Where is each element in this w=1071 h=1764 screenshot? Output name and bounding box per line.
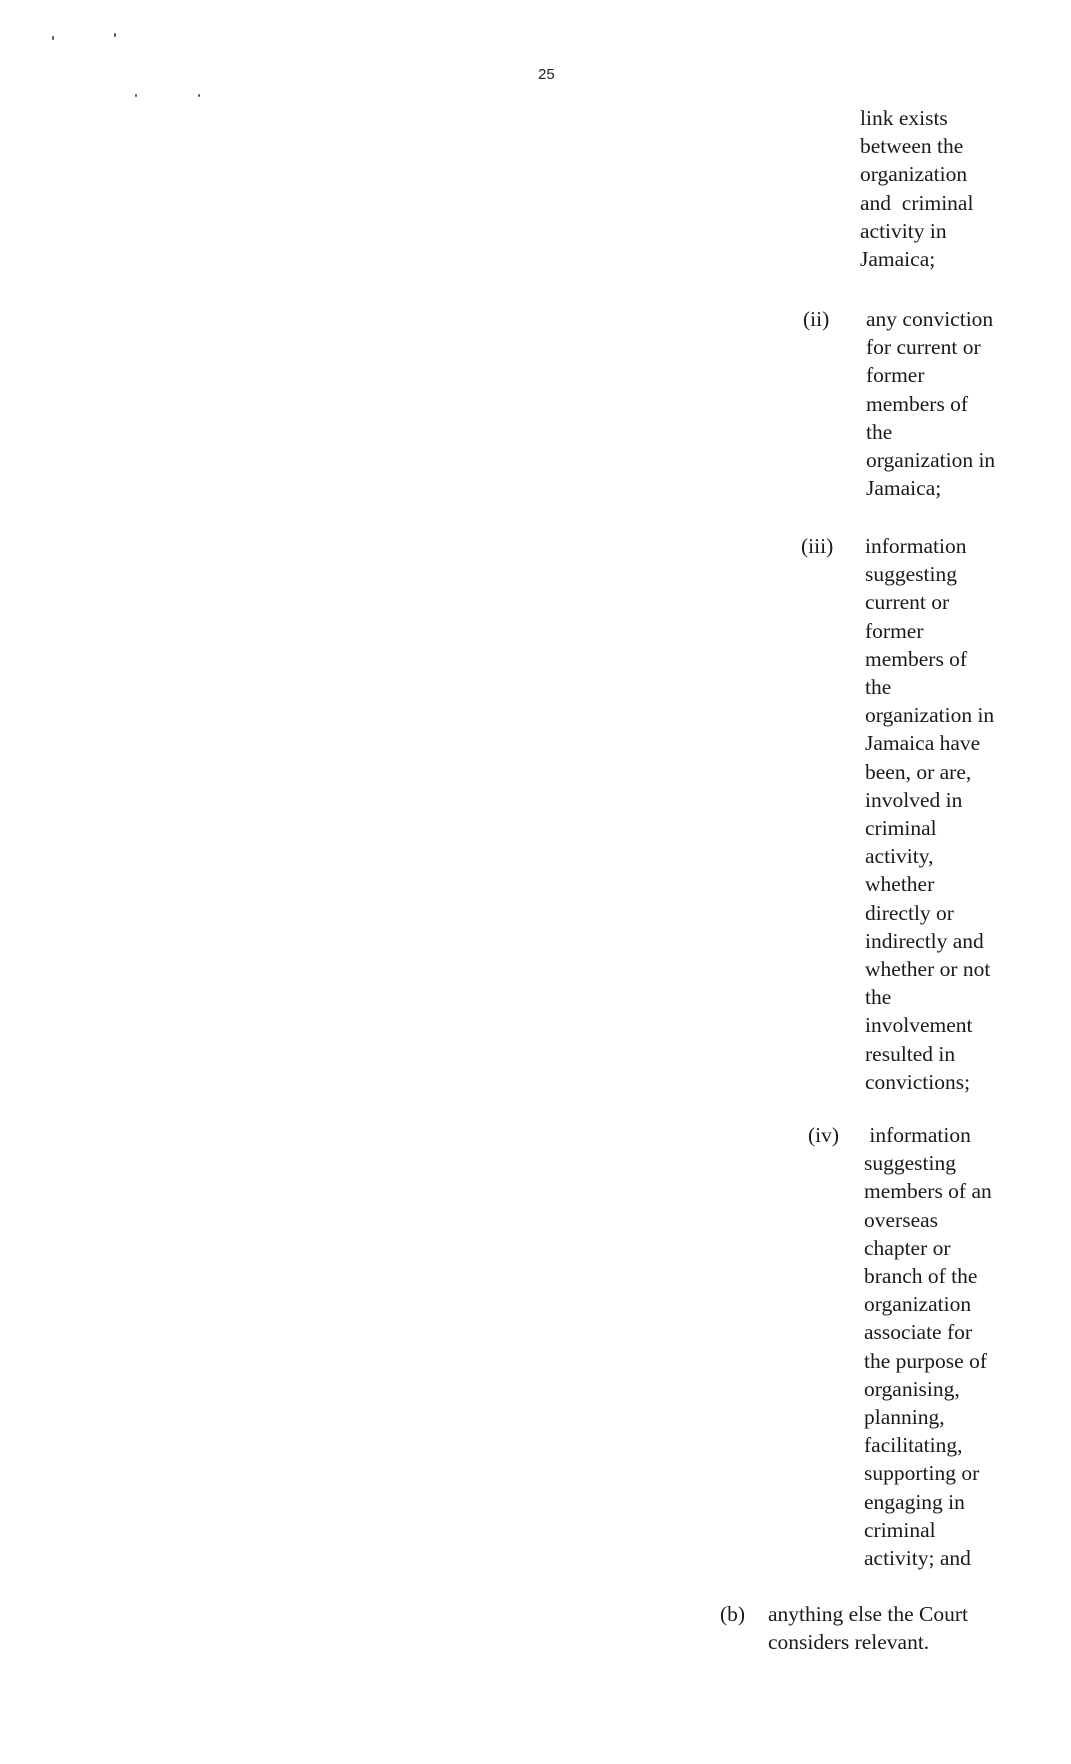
- text-line: the: [865, 985, 892, 1010]
- item-marker-iii: (iii): [801, 534, 834, 558]
- text-line: involvement: [865, 1013, 973, 1038]
- text-line: organising,: [864, 1376, 960, 1401]
- page-number: 25: [538, 66, 555, 83]
- text-line: and criminal: [860, 190, 974, 215]
- text-line: between the: [860, 134, 964, 159]
- text-line: criminal: [864, 1517, 936, 1542]
- text-line: facilitating,: [864, 1433, 963, 1458]
- text-line: criminal: [865, 816, 937, 841]
- text-line: information: [864, 1123, 971, 1147]
- text-line: suggesting: [864, 1151, 956, 1176]
- text-line: been, or are,: [865, 759, 972, 784]
- scan-speck: [198, 94, 200, 97]
- text-line: any conviction: [866, 307, 994, 331]
- text-line: organization in: [865, 703, 995, 728]
- text-line: the purpose of: [864, 1348, 987, 1373]
- text-line: activity,: [865, 844, 934, 869]
- text-line: activity; and: [864, 1546, 971, 1571]
- text-line: associate for: [864, 1320, 973, 1345]
- item-marker-iv: (iv): [808, 1123, 840, 1147]
- text-line: involved in: [865, 787, 963, 812]
- text-line: planning,: [864, 1405, 945, 1430]
- item-ii-text: [866, 305, 995, 502]
- text-line: the: [866, 419, 893, 444]
- scan-speck: [135, 94, 137, 97]
- item-iii-text: [865, 532, 994, 1096]
- paragraph-marker-b: (b): [720, 1602, 746, 1626]
- text-line: members of: [865, 646, 968, 671]
- text-line: activity in: [860, 218, 947, 243]
- text-line: anything else the Court: [768, 1602, 969, 1626]
- item-marker-ii: (ii): [803, 307, 830, 331]
- text-line: members of an: [864, 1179, 992, 1204]
- text-line: current or: [865, 590, 950, 615]
- text-line: Jamaica;: [860, 247, 936, 272]
- text-line: overseas: [864, 1207, 939, 1232]
- text-line: for current or: [866, 335, 981, 360]
- scan-speck: [114, 33, 116, 37]
- text-line: organization: [860, 162, 968, 187]
- text-line: whether: [865, 872, 935, 897]
- text-line: chapter or: [864, 1235, 951, 1260]
- text-line: former: [865, 618, 924, 643]
- text-line: suggesting: [865, 562, 957, 587]
- text-line: directly or: [865, 900, 954, 925]
- text-line: whether or not: [865, 957, 991, 982]
- text-line: the: [865, 675, 892, 700]
- continuation-text: [860, 104, 973, 273]
- scan-speck: [52, 36, 54, 40]
- item-iv-text: [864, 1121, 992, 1572]
- paragraph-b-text: [768, 1600, 968, 1656]
- text-line: link exists: [860, 106, 948, 130]
- text-line: Jamaica;: [866, 476, 942, 501]
- text-line: Jamaica have: [865, 731, 981, 756]
- text-line: considers relevant.: [768, 1630, 930, 1655]
- text-line: organization: [864, 1292, 972, 1317]
- text-line: supporting or: [864, 1461, 980, 1486]
- text-line: organization in: [866, 448, 996, 473]
- text-line: members of: [866, 391, 969, 416]
- text-line: indirectly and: [865, 928, 984, 953]
- text-line: branch of the: [864, 1264, 978, 1289]
- text-line: former: [866, 363, 925, 388]
- text-line: engaging in: [864, 1489, 965, 1514]
- text-line: convictions;: [865, 1069, 971, 1094]
- text-line: resulted in: [865, 1041, 956, 1066]
- text-line: information: [865, 534, 967, 558]
